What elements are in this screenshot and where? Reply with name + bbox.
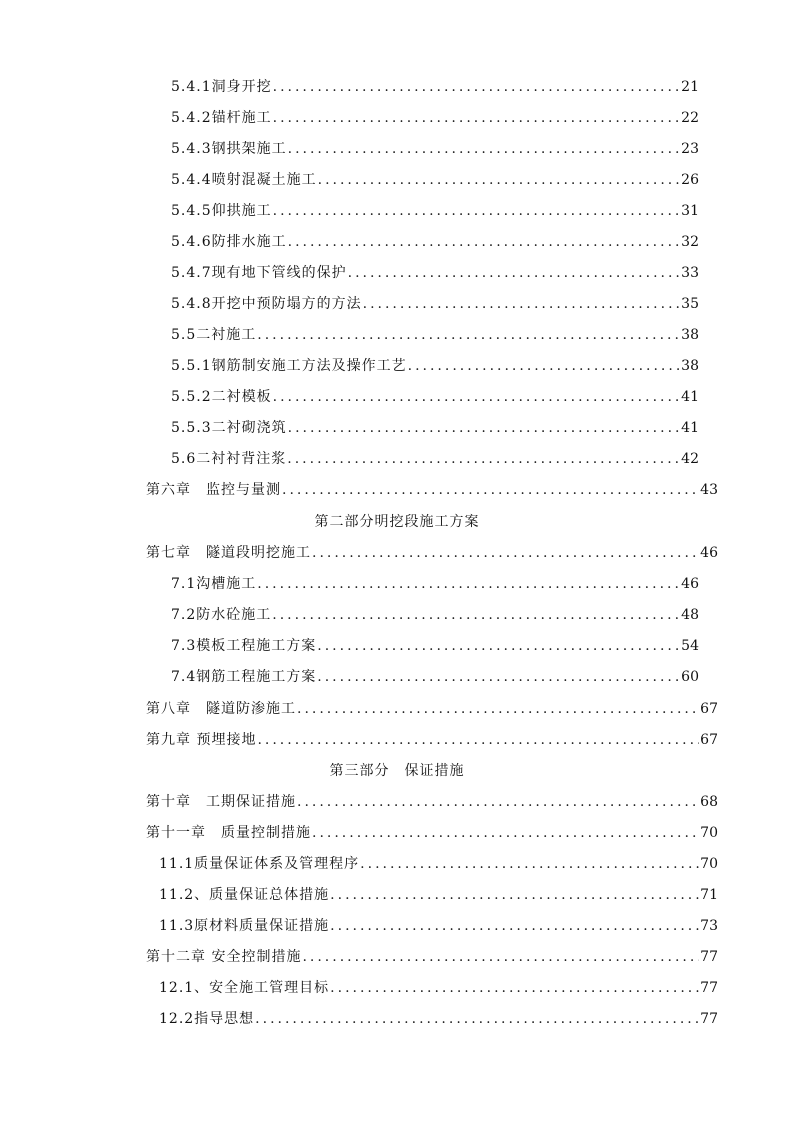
toc-leader-dots xyxy=(272,606,680,624)
toc-entry-page: 77 xyxy=(700,1011,718,1027)
toc-entry-title: 5.4.2锚杆施工 xyxy=(171,110,272,126)
toc-entry[interactable] xyxy=(171,109,699,127)
toc-leader-dots xyxy=(348,264,681,282)
toc-entry[interactable] xyxy=(171,637,699,655)
toc-entry[interactable] xyxy=(171,202,699,220)
toc-entry-title: 第十一章 质量控制措施 xyxy=(146,825,311,841)
toc-leader-dots xyxy=(302,948,699,966)
toc-leader-dots xyxy=(318,171,681,189)
toc-entry-page: 67 xyxy=(700,701,718,717)
toc-entry-page: 41 xyxy=(681,420,699,436)
toc-entry[interactable] xyxy=(159,1010,718,1028)
toc-entry-title: 5.5.1钢筋制安施工方法及操作工艺 xyxy=(171,358,407,374)
toc-leader-dots xyxy=(282,481,699,499)
toc-entry-title: 5.4.6防排水施工 xyxy=(171,234,287,250)
part-heading: 第二部分明挖段施工方案 xyxy=(314,514,480,530)
toc-entry[interactable] xyxy=(171,326,699,344)
toc-entry-page: 73 xyxy=(700,918,718,934)
toc-entry-page: 23 xyxy=(681,141,699,157)
toc-entry[interactable] xyxy=(171,450,699,468)
toc-entry[interactable] xyxy=(171,78,699,96)
toc-entry-title: 5.4.3钢拱架施工 xyxy=(171,141,287,157)
toc-entry-title: 7.1沟槽施工 xyxy=(171,576,257,592)
toc-leader-dots xyxy=(273,78,681,96)
toc-entry-page: 77 xyxy=(700,949,718,965)
toc-entry-page: 48 xyxy=(681,607,699,623)
toc-entry[interactable] xyxy=(171,140,699,158)
toc-entry-title: 5.4.5仰拱施工 xyxy=(171,203,272,219)
toc-entry-page: 26 xyxy=(681,172,699,188)
toc-leader-dots xyxy=(297,700,699,718)
toc-entry[interactable] xyxy=(171,295,699,313)
toc-entry[interactable] xyxy=(171,606,699,624)
toc-entry-page: 35 xyxy=(681,296,699,312)
toc-leader-dots xyxy=(257,326,680,344)
toc-entry-title: 11.2、质量保证总体措施 xyxy=(159,887,330,903)
toc-chapter-entry[interactable] xyxy=(146,700,718,718)
toc-leader-dots xyxy=(273,109,681,127)
toc-entry[interactable] xyxy=(171,233,699,251)
toc-leader-dots xyxy=(288,140,681,158)
toc-entry-page: 41 xyxy=(681,389,699,405)
toc-entry-page: 43 xyxy=(700,482,718,498)
toc-entry-page: 42 xyxy=(681,451,699,467)
toc-chapter-entry[interactable] xyxy=(146,731,718,749)
toc-entry-title: 7.2防水砼施工 xyxy=(171,607,272,623)
toc-entry-title: 5.4.8开挖中预防塌方的方法 xyxy=(171,296,362,312)
toc-entry-page: 31 xyxy=(681,203,699,219)
toc-entry-title: 第七章 隧道段明挖施工 xyxy=(146,545,311,561)
part-heading: 第三部分 保证措施 xyxy=(329,763,465,779)
toc-leader-dots xyxy=(312,544,699,562)
toc-entry-page: 38 xyxy=(681,358,699,374)
toc-leader-dots xyxy=(317,668,680,686)
toc-entry-page: 32 xyxy=(681,234,699,250)
toc-entry-title: 5.4.1洞身开挖 xyxy=(171,79,272,95)
toc-entry-page: 46 xyxy=(681,576,699,592)
toc-entry-page: 70 xyxy=(700,856,718,872)
toc-leader-dots xyxy=(312,824,699,842)
toc-entry[interactable] xyxy=(171,388,699,406)
toc-entry[interactable] xyxy=(159,979,718,997)
toc-entry-page: 22 xyxy=(681,110,699,126)
toc-entry-title: 第八章 隧道防渗施工 xyxy=(146,701,296,717)
toc-entry-page: 70 xyxy=(700,825,718,841)
toc-entry[interactable] xyxy=(159,886,718,904)
toc-leader-dots xyxy=(330,979,699,997)
toc-leader-dots xyxy=(273,202,681,220)
toc-entry-page: 67 xyxy=(700,732,718,748)
toc-entry-title: 7.3模板工程施工方案 xyxy=(171,638,317,654)
toc-entry-title: 第十章 工期保证措施 xyxy=(146,794,296,810)
toc-entry-page: 33 xyxy=(681,265,699,281)
toc-entry-page: 46 xyxy=(700,545,718,561)
toc-leader-dots xyxy=(288,419,681,437)
toc-entry-title: 5.5.3二衬砌浇筑 xyxy=(171,420,287,436)
toc-leader-dots xyxy=(330,917,699,935)
toc-entry-title: 7.4钢筋工程施工方案 xyxy=(171,669,317,685)
toc-leader-dots xyxy=(360,855,699,873)
toc-chapter-entry[interactable] xyxy=(146,824,718,842)
toc-leader-dots xyxy=(297,793,699,811)
toc-leader-dots xyxy=(257,575,680,593)
toc-entry[interactable] xyxy=(159,855,718,873)
toc-entry-page: 21 xyxy=(681,79,699,95)
toc-entry[interactable] xyxy=(171,264,699,282)
toc-entry-page: 60 xyxy=(681,669,699,685)
toc-chapter-entry[interactable] xyxy=(146,481,718,499)
toc-entry-title: 第十二章 安全控制措施 xyxy=(146,949,302,965)
toc-chapter-entry[interactable] xyxy=(146,948,718,966)
toc-entry[interactable] xyxy=(171,171,699,189)
toc-entry-title: 第九章 预埋接地 xyxy=(146,732,257,748)
toc-entry[interactable] xyxy=(171,357,699,375)
toc-chapter-entry[interactable] xyxy=(146,793,718,811)
toc-leader-dots xyxy=(408,357,681,375)
toc-entry-title: 5.4.4喷射混凝土施工 xyxy=(171,172,317,188)
toc-entry-page: 38 xyxy=(681,327,699,343)
toc-leader-dots xyxy=(317,637,680,655)
toc-entry[interactable] xyxy=(171,419,699,437)
toc-entry-page: 71 xyxy=(700,887,718,903)
toc-entry-title: 12.2指导思想 xyxy=(159,1011,255,1027)
toc-entry-title: 第六章 监控与量测 xyxy=(146,482,281,498)
toc-entry-title: 5.5二衬施工 xyxy=(171,327,257,343)
toc-leader-dots xyxy=(363,295,681,313)
toc-entry-title: 11.1质量保证体系及管理程序 xyxy=(159,856,360,872)
toc-leader-dots xyxy=(288,233,681,251)
toc-entry[interactable] xyxy=(159,917,718,935)
toc-entry-page: 77 xyxy=(700,980,718,996)
toc-leader-dots xyxy=(255,1010,699,1028)
toc-entry[interactable] xyxy=(171,575,699,593)
toc-entry-page: 68 xyxy=(700,794,718,810)
toc-entry-title: 5.5.2二衬模板 xyxy=(171,389,272,405)
toc-entry-title: 5.4.7现有地下管线的保护 xyxy=(171,265,347,281)
toc-entry-title: 5.6二衬衬背注浆 xyxy=(171,451,287,467)
toc-entry-title: 11.3原材料质量保证措施 xyxy=(159,918,330,934)
toc-leader-dots xyxy=(330,886,699,904)
toc-leader-dots xyxy=(287,450,680,468)
toc-chapter-entry[interactable] xyxy=(146,544,718,562)
toc-entry[interactable] xyxy=(171,668,699,686)
toc-entry-title: 12.1、安全施工管理目标 xyxy=(159,980,330,996)
toc-leader-dots xyxy=(257,731,699,749)
toc-leader-dots xyxy=(273,388,681,406)
toc-entry-page: 54 xyxy=(681,638,699,654)
